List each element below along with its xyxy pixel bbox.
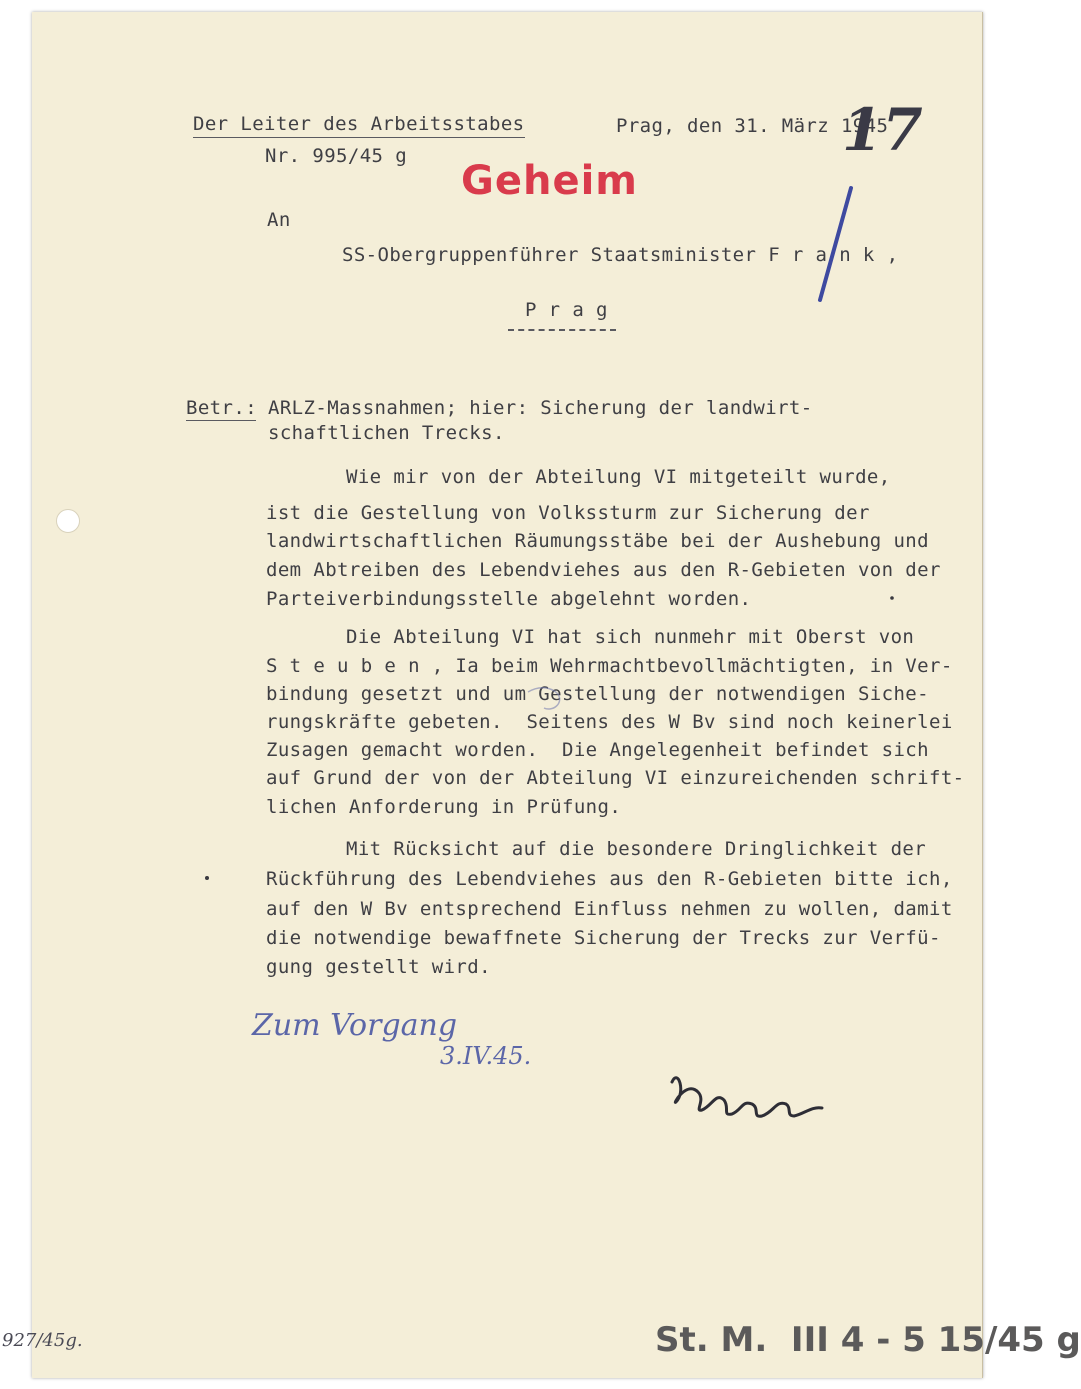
paragraph-2-line: lichen Anforderung in Prüfung. xyxy=(266,796,622,818)
ink-dot xyxy=(890,596,894,600)
subject-line-1: ARLZ-Massnahmen; hier: Sicherung der landwirt- xyxy=(268,397,813,419)
reference-number: Nr. 995/45 g xyxy=(265,145,408,167)
subject-line-2: schaftlichen Trecks. xyxy=(268,422,505,444)
paragraph-2-line: Zusagen gemacht worden. Die Angelegenheit befindet sich xyxy=(266,739,929,761)
file-mark: St. M. III 4 - 5 15/45 g xyxy=(655,1320,1081,1360)
faint-stamp-mark xyxy=(528,688,560,709)
sender-line: Der Leiter des Arbeitsstabes xyxy=(193,113,525,135)
paragraph-2-line: rungskräfte gebeten. Seitens des W Bv sind noch keinerlei xyxy=(266,711,953,733)
ink-dot xyxy=(205,876,209,880)
place-date: Prag, den 31. März 1945 xyxy=(616,115,889,137)
paragraph-2-line: S t e u b e n , Ia beim Wehrmachtbevollmächtigten, in Ver- xyxy=(266,655,953,677)
paragraph-2-line: Die Abteilung VI hat sich nunmehr mit Oberst von xyxy=(346,626,915,648)
paragraph-3-line: Rückführung des Lebendviehes aus den R-Gebieten bitte ich, xyxy=(266,868,953,890)
addressee-name: SS-Obergruppenführer Staatsminister F r a n k , xyxy=(342,244,899,266)
paragraph-1-line: Parteiverbindungsstelle abgelehnt worden. xyxy=(266,588,752,610)
archive-number: 927/45g. xyxy=(2,1330,83,1351)
signature-mark xyxy=(672,1078,822,1117)
handwritten-date: 3.IV.45. xyxy=(440,1042,532,1070)
paragraph-3-line: Mit Rücksicht auf die besondere Dringlichkeit der xyxy=(346,838,927,860)
paragraph-1-line: Wie mir von der Abteilung VI mitgeteilt wurde, xyxy=(346,466,891,488)
paragraph-1-line: dem Abtreiben des Lebendviehes aus den R-Gebieten von der xyxy=(266,559,941,581)
paragraph-3-line: gung gestellt wird. xyxy=(266,956,491,978)
addressee-prefix: An xyxy=(267,209,291,231)
paragraph-3-line: die notwendige bewaffnete Sicherung der Trecks zur Verfü- xyxy=(266,927,941,949)
paragraph-1-line: landwirtschaftlichen Räumungsstäbe bei der Aushebung und xyxy=(266,530,929,552)
paragraph-2-line: bindung gesetzt und um Gestellung der notwendigen Siche- xyxy=(266,683,929,705)
paragraph-3-line: auf den W Bv entsprechend Einfluss nehmen zu wollen, damit xyxy=(266,898,953,920)
handwritten-note: Zum Vorgang xyxy=(252,1008,458,1043)
secret-stamp: Geheim xyxy=(461,158,638,204)
subject-label: Betr.: xyxy=(186,397,258,419)
paragraph-2-line: auf Grund der von der Abteilung VI einzureichenden schrift- xyxy=(266,767,965,789)
folio-number: 17 xyxy=(842,96,923,164)
addressee-city: P r a g xyxy=(525,299,608,321)
paragraph-1-line: ist die Gestellung von Volkssturm zur Sicherung der xyxy=(266,502,870,524)
blue-pencil-stroke xyxy=(820,188,851,300)
